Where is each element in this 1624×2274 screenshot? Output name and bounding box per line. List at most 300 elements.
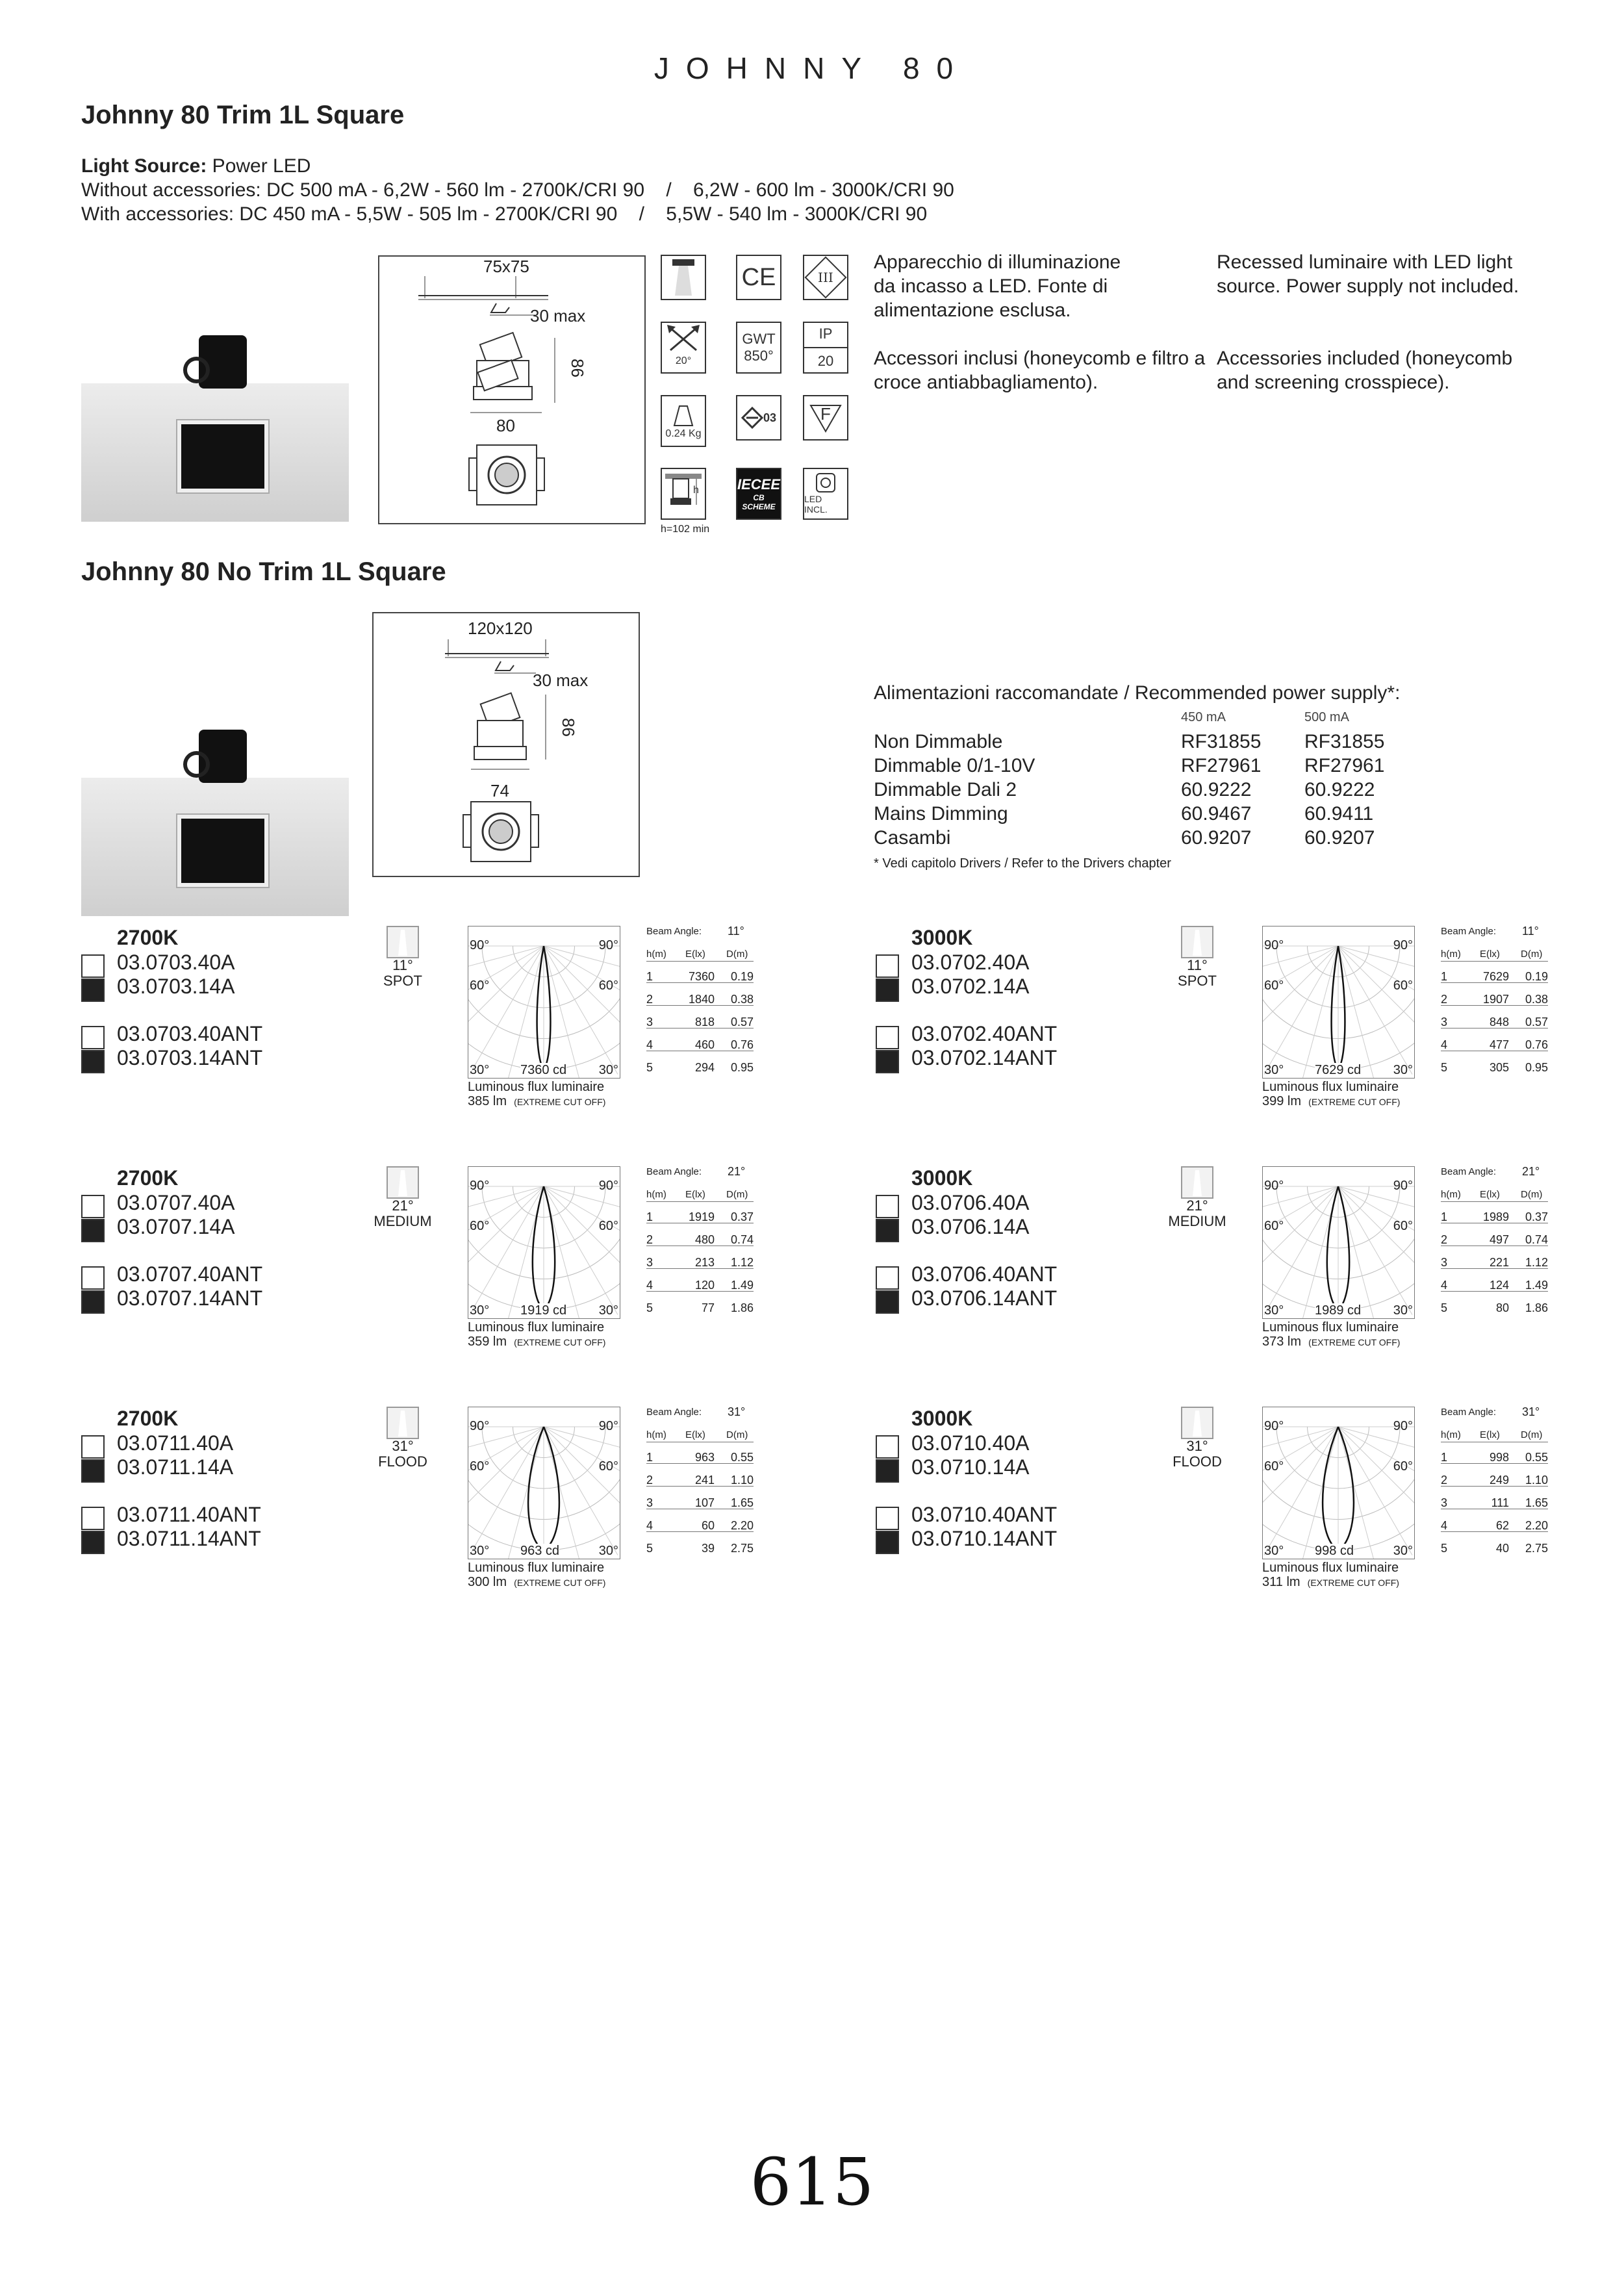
- beam-type: FLOOD: [378, 1453, 427, 1470]
- table-header: [646, 1189, 754, 1202]
- flux-value: 373 lm: [1262, 1335, 1302, 1349]
- power-row-b: 60.9207: [1304, 827, 1375, 849]
- polar-label-90-right: 90°: [598, 938, 618, 952]
- recess-height-icon: [661, 468, 706, 520]
- d-value: 2.20: [730, 1519, 754, 1532]
- power-row-name: Mains Dimming: [874, 803, 1008, 824]
- table-row: [646, 1279, 754, 1292]
- flux-label: Luminous flux luminaire: [1262, 1561, 1399, 1575]
- table-header: [1441, 1429, 1548, 1442]
- polar-diagram-svg: [468, 926, 620, 1078]
- d-value: 0.55: [1525, 1451, 1548, 1464]
- dimension-drawing-notrim: [372, 612, 640, 877]
- polar-label-30-left: 30°: [1264, 1544, 1284, 1558]
- h-value: 2: [646, 1233, 653, 1246]
- power-row-a: 60.9207: [1181, 827, 1252, 849]
- polar-grid-spoke: [1338, 1427, 1377, 1559]
- h-value: 2: [646, 993, 653, 1006]
- polar-label-30-left: 30°: [1264, 1063, 1284, 1077]
- polar-label-90-right: 90°: [598, 1419, 618, 1433]
- polar-grid-spoke: [505, 946, 544, 1078]
- product-code: 03.0707.40ANT: [117, 1262, 263, 1286]
- ip-rating-icon: [803, 322, 848, 374]
- polar-diagram-svg: [468, 1167, 620, 1318]
- color-temp: 2700K: [117, 1407, 179, 1430]
- d-value: 0.95: [730, 1061, 754, 1074]
- d-value: 0.37: [730, 1210, 754, 1223]
- ce-mark-text: CE: [741, 263, 776, 291]
- polar-diagram-svg: [1263, 1167, 1414, 1318]
- desc-it-2: Accessori inclusi (honeycomb e filtro a croce antiabbagliamento).: [874, 348, 1206, 393]
- polar-grid-spoke: [544, 946, 582, 1078]
- d-value: 0.57: [1525, 1016, 1548, 1028]
- led-included-text: LED INCL.: [804, 494, 828, 515]
- flux-label: Luminous flux luminaire: [1262, 1320, 1399, 1335]
- d-header: D(m): [1521, 1189, 1543, 1200]
- polar-label-30-right: 30°: [1393, 1544, 1413, 1558]
- product-code: 03.0706.14A: [911, 1215, 1030, 1238]
- iecee-text: IECEE: [737, 476, 781, 492]
- d-value: 1.10: [1525, 1474, 1548, 1487]
- beam-cone-icon: [388, 1168, 418, 1197]
- color-temp: 3000K: [911, 1166, 973, 1190]
- d-value: 1.49: [730, 1279, 754, 1292]
- peak-intensity: 1919 cd: [520, 1303, 567, 1318]
- polar-label-90-left: 90°: [1264, 938, 1284, 952]
- product-code: 03.0702.40ANT: [911, 1022, 1058, 1045]
- polar-label-60-right: 60°: [598, 1459, 618, 1474]
- polar-grid-spoke: [1338, 946, 1377, 1078]
- desc-it-1: Apparecchio di illuminazione da incasso a LED. Fonte di alimentazione esclusa.: [874, 251, 1121, 321]
- spec-with-accessories: With accessories: DC 450 mA - 5,5W - 505 lm - 2700K/CRI 90 / 5,5W - 540 lm - 3000K/CRI 90: [81, 203, 928, 225]
- polar-label-90-right: 90°: [598, 1179, 618, 1193]
- polar-diagram-svg: [1263, 926, 1414, 1078]
- h-header: h(m): [646, 949, 666, 960]
- h-header: h(m): [1441, 1429, 1461, 1440]
- power-row-a: 60.9222: [1181, 779, 1252, 800]
- table-row: [1441, 1451, 1548, 1464]
- white-finish-swatch: [876, 1435, 899, 1459]
- white-finish-swatch: [876, 954, 899, 978]
- e-value: 213: [694, 1256, 715, 1269]
- power-row-a: RF27961: [1181, 755, 1262, 776]
- polar-grid-spoke: [1300, 1427, 1338, 1559]
- polar-grid-spoke: [1338, 946, 1414, 1051]
- polar-diagram: [468, 926, 620, 1079]
- h-value: 5: [1441, 1061, 1448, 1074]
- d-value: 1.65: [730, 1496, 754, 1509]
- white-finish-swatch: [81, 1026, 105, 1049]
- polar-label-30-right: 30°: [1393, 1063, 1413, 1077]
- d-value: 2.75: [730, 1542, 754, 1555]
- e-value: 497: [1489, 1233, 1509, 1246]
- class-iii-text: III: [818, 269, 833, 285]
- beam-cone-icon: [388, 927, 418, 957]
- black-finish-swatch: [81, 1050, 105, 1073]
- polar-grid-spoke: [1264, 946, 1338, 1074]
- polar-label-30-left: 30°: [470, 1544, 490, 1558]
- polar-grid-spoke: [544, 946, 618, 1074]
- e-header: E(lx): [1480, 1189, 1500, 1200]
- polar-label-60-left: 60°: [470, 978, 490, 993]
- flux-value-line: [468, 1335, 605, 1349]
- flux-value: 300 lm: [468, 1575, 507, 1589]
- beam-angle-value: 31°: [728, 1405, 746, 1418]
- h-value: 3: [1441, 1256, 1448, 1269]
- e-header: E(lx): [685, 949, 705, 960]
- polar-label-60-right: 60°: [1393, 1219, 1413, 1233]
- h-value: 4: [646, 1519, 653, 1532]
- polar-grid-spoke: [544, 1427, 582, 1559]
- table-row: [646, 1451, 754, 1464]
- beam-angle-label: Beam Angle:: [646, 1166, 702, 1177]
- product-code: 03.0711.40A: [117, 1431, 234, 1455]
- product-code: 03.0706.40A: [911, 1191, 1030, 1214]
- d-mark-icon: [741, 407, 763, 429]
- e-value: 77: [701, 1301, 715, 1314]
- cutoff-label: (EXTREME CUT OFF): [1308, 1337, 1401, 1348]
- black-finish-swatch: [876, 1219, 899, 1242]
- beam-angle-value: 31°: [1522, 1405, 1540, 1418]
- light-source-value: Power LED: [207, 155, 311, 177]
- peak-intensity: 1989 cd: [1315, 1303, 1362, 1318]
- white-finish-swatch: [876, 1195, 899, 1218]
- power-row-b: 60.9222: [1304, 779, 1375, 800]
- h-value: 4: [646, 1279, 653, 1292]
- black-finish-swatch: [81, 1219, 105, 1242]
- d-value: 0.37: [1525, 1210, 1548, 1223]
- cutoff-label: (EXTREME CUT OFF): [1308, 1097, 1401, 1107]
- dim-max-notrim: 30 max: [533, 671, 589, 690]
- e-value: 249: [1489, 1474, 1509, 1487]
- polar-label-90-right: 90°: [1393, 1419, 1413, 1433]
- table-header: [646, 949, 754, 962]
- product-photo-trim: [81, 255, 349, 522]
- f-mark-icon: [803, 395, 848, 441]
- polar-label-60-left: 60°: [1264, 1459, 1284, 1474]
- d-value: 1.49: [1525, 1279, 1548, 1292]
- table-row: [1441, 1542, 1548, 1555]
- table-row: [1441, 1519, 1548, 1532]
- polar-label-30-right: 30°: [598, 1544, 618, 1558]
- e-value: 107: [694, 1496, 715, 1509]
- e-header: E(lx): [1480, 949, 1500, 960]
- gwt-label: GWT: [742, 331, 776, 347]
- beam-icon: [387, 1166, 419, 1199]
- dimension-drawing-notrim-svg: [374, 613, 639, 876]
- black-finish-swatch: [876, 1050, 899, 1073]
- black-finish-swatch: [876, 1290, 899, 1314]
- polar-diagram-svg: [1263, 1407, 1414, 1559]
- e-value: 60: [701, 1519, 715, 1532]
- product-photo-notrim: [81, 650, 349, 916]
- polar-label-60-left: 60°: [1264, 978, 1284, 993]
- h-value: 2: [1441, 993, 1448, 1006]
- recess-height-text: h=102 min: [661, 524, 710, 535]
- cutoff-label: (EXTREME CUT OFF): [1307, 1578, 1399, 1588]
- e-header: E(lx): [685, 1429, 705, 1440]
- table-row: [646, 1061, 754, 1074]
- polar-grid-spoke: [1263, 1427, 1338, 1531]
- table-row: [1441, 993, 1548, 1006]
- table-row: [646, 1496, 754, 1509]
- flux-value: 399 lm: [1262, 1094, 1302, 1108]
- product-code: 03.0706.14ANT: [911, 1286, 1058, 1310]
- product-code: 03.0703.40ANT: [117, 1022, 263, 1045]
- white-finish-swatch: [876, 1266, 899, 1290]
- table-row: [646, 1210, 754, 1223]
- desc-en-2: Accessories included (honeycomb and screening crosspiece).: [1217, 348, 1513, 393]
- flux-value-line: [468, 1575, 605, 1590]
- d-value: 0.74: [1525, 1233, 1548, 1246]
- polar-label-60-right: 60°: [1393, 1459, 1413, 1474]
- polar-label-30-left: 30°: [1264, 1303, 1284, 1318]
- d-value: 0.38: [1525, 993, 1548, 1006]
- black-finish-swatch: [876, 1531, 899, 1554]
- d-header: D(m): [1521, 1429, 1543, 1440]
- h-header: h(m): [1441, 1189, 1461, 1200]
- light-source: [81, 154, 311, 178]
- scheme-text: SCHEME: [742, 502, 776, 511]
- dim-width-notrim: 74: [490, 781, 509, 800]
- ip-label: IP: [818, 325, 833, 342]
- h-value: 5: [646, 1301, 653, 1314]
- illuminance-table: [1441, 1166, 1551, 1316]
- illuminance-table: [1441, 1407, 1551, 1556]
- power-supply-title: Alimentazioni raccomandate / Recommended power supply*:: [874, 682, 1401, 704]
- white-finish-swatch: [876, 1026, 899, 1049]
- polar-grid-spoke: [1338, 946, 1412, 1074]
- section-title-notrim: Johnny 80 No Trim 1L Square: [81, 557, 446, 586]
- polar-diagram: [1262, 926, 1415, 1079]
- ip-value: 20: [817, 353, 834, 370]
- product-code: 03.0706.40ANT: [911, 1262, 1058, 1286]
- h-value: 1: [1441, 970, 1448, 983]
- color-temp: 3000K: [911, 926, 973, 949]
- flux-label: Luminous flux luminaire: [468, 1080, 605, 1094]
- polar-label-30-right: 30°: [1393, 1303, 1413, 1318]
- e-header: E(lx): [685, 1189, 705, 1200]
- h-value: 5: [646, 1542, 653, 1555]
- black-finish-swatch: [876, 1459, 899, 1483]
- product-code: 03.0702.40A: [911, 951, 1030, 974]
- e-header: E(lx): [1480, 1429, 1500, 1440]
- h-value: 1: [1441, 1451, 1448, 1464]
- section-title-trim: Johnny 80 Trim 1L Square: [81, 101, 405, 129]
- class-iii-icon: [803, 255, 848, 300]
- polar-label-90-right: 90°: [1393, 1179, 1413, 1193]
- d-value: 0.19: [1525, 970, 1548, 983]
- table-header: [1441, 1189, 1548, 1202]
- d-value: 0.76: [1525, 1038, 1548, 1051]
- product-code: 03.0711.14A: [117, 1455, 234, 1479]
- table-row: [646, 1542, 754, 1555]
- e-value: 221: [1489, 1256, 1509, 1269]
- h-value: 5: [646, 1061, 653, 1074]
- product-code: 03.0702.14A: [911, 975, 1030, 998]
- d-header: D(m): [726, 1189, 748, 1200]
- polar-label-60-right: 60°: [598, 1219, 618, 1233]
- flux-value-line: [1262, 1335, 1400, 1349]
- power-supply-note: * Vedi capitolo Drivers / Refer to the Drivers chapter: [874, 856, 1171, 871]
- dim-top: 75x75: [483, 257, 529, 276]
- polar-grid-spoke: [468, 946, 544, 1051]
- product-code: 03.0707.14ANT: [117, 1286, 263, 1310]
- peak-intensity: 7629 cd: [1315, 1063, 1362, 1077]
- beam-icon: [387, 926, 419, 958]
- beam-angle-label: Beam Angle:: [1441, 926, 1497, 937]
- e-value: 62: [1495, 1519, 1509, 1532]
- d-header: D(m): [726, 949, 748, 960]
- tilt-angle-icon: [661, 322, 706, 374]
- dim-top-notrim: 120x120: [468, 619, 533, 638]
- table-row: [1441, 1016, 1548, 1028]
- e-value: 1840: [688, 993, 715, 1006]
- e-value: 1989: [1482, 1210, 1509, 1223]
- dim-height-notrim: 86: [558, 718, 578, 737]
- e-value: 80: [1495, 1301, 1509, 1314]
- table-row: [646, 1016, 754, 1028]
- d-value: 0.19: [730, 970, 754, 983]
- d-header: D(m): [1521, 949, 1543, 960]
- flux-label: Luminous flux luminaire: [468, 1320, 605, 1335]
- brand-title: JOHNNY 80: [653, 51, 971, 85]
- flux-value-line: [1262, 1094, 1400, 1109]
- table-row: [646, 993, 754, 1006]
- e-value: 294: [694, 1061, 715, 1074]
- polar-diagram: [1262, 1166, 1415, 1319]
- peak-intensity: 963 cd: [520, 1544, 560, 1558]
- power-row-a: RF31855: [1181, 731, 1262, 752]
- dimension-drawing-trim: [378, 255, 646, 524]
- polar-grid-spoke: [470, 946, 544, 1074]
- h-value: 1: [646, 1210, 653, 1223]
- gwt-value: 850°: [744, 348, 774, 364]
- polar-label-30-right: 30°: [598, 1063, 618, 1077]
- e-value: 120: [694, 1279, 715, 1292]
- table-header: [1441, 949, 1548, 962]
- e-value: 460: [694, 1038, 715, 1051]
- table-row: [1441, 1279, 1548, 1292]
- cutoff-label: (EXTREME CUT OFF): [514, 1097, 606, 1107]
- recess-h-label: h: [693, 485, 699, 496]
- product-block: [876, 926, 1610, 1121]
- tilt-arrows-icon: [664, 323, 703, 355]
- d-value: 2.75: [1525, 1542, 1548, 1555]
- table-row: [646, 1038, 754, 1051]
- beam-angle-badge: 31°: [392, 1438, 414, 1454]
- h-value: 3: [646, 1256, 653, 1269]
- flux-value-line: [1262, 1575, 1399, 1590]
- power-row-a: 60.9467: [1181, 803, 1252, 824]
- beam-icon: [1181, 926, 1213, 958]
- cb-text: CB: [753, 493, 765, 502]
- beam-type: SPOT: [1178, 973, 1217, 989]
- beam-angle-badge: 21°: [392, 1197, 414, 1214]
- d-value: 0.74: [730, 1233, 754, 1246]
- table-row: [646, 1519, 754, 1532]
- table-row: [646, 1301, 754, 1314]
- h-value: 5: [1441, 1542, 1448, 1555]
- flux-label: Luminous flux luminaire: [1262, 1080, 1399, 1094]
- spotlight-icon: [667, 259, 700, 296]
- e-value: 848: [1489, 1016, 1509, 1028]
- beam-icon: [387, 1407, 419, 1439]
- color-temp: 3000K: [911, 1407, 973, 1430]
- product-code: 03.0707.40A: [117, 1191, 235, 1214]
- table-row: [1441, 1301, 1548, 1314]
- weight-icon: [661, 395, 706, 447]
- white-finish-swatch: [876, 1507, 899, 1530]
- d-value: 1.12: [730, 1256, 754, 1269]
- product-code: 03.0711.14ANT: [117, 1527, 261, 1550]
- table-row: [1441, 1210, 1548, 1223]
- product-code: 03.0710.40ANT: [911, 1503, 1058, 1526]
- beam-icon: [1181, 1407, 1213, 1439]
- beam-angle-value: 11°: [728, 925, 744, 938]
- beam-spot-icon: [661, 255, 706, 300]
- beam-type: FLOOD: [1173, 1453, 1222, 1470]
- polar-label-90-left: 90°: [470, 938, 490, 952]
- black-finish-swatch: [876, 978, 899, 1002]
- table-row: [1441, 1474, 1548, 1487]
- page-number: 615: [750, 2144, 874, 2220]
- h-value: 4: [1441, 1038, 1448, 1051]
- polar-label-90-left: 90°: [470, 1419, 490, 1433]
- e-value: 241: [694, 1474, 715, 1487]
- product-block: [81, 926, 815, 1121]
- product-code: 03.0710.40A: [911, 1431, 1030, 1455]
- d-value: 0.57: [730, 1016, 754, 1028]
- beam-angle-label: Beam Angle:: [1441, 1166, 1497, 1177]
- power-row-name: Casambi: [874, 827, 951, 849]
- h-value: 4: [1441, 1519, 1448, 1532]
- polar-diagram: [1262, 1407, 1415, 1559]
- color-temp: 2700K: [117, 1166, 179, 1190]
- e-value: 480: [694, 1233, 715, 1246]
- weight-bell-icon: [670, 402, 696, 428]
- d-value: 2.20: [1525, 1519, 1548, 1532]
- power-row-name: Non Dimmable: [874, 731, 1003, 752]
- polar-grid-spoke: [1300, 946, 1338, 1078]
- beam-angle-badge: 21°: [1186, 1197, 1208, 1214]
- polar-grid-spoke: [468, 1427, 544, 1531]
- power-hdr-500: 500 mA: [1304, 710, 1349, 724]
- polar-grid-spoke: [1338, 1427, 1414, 1531]
- d-value: 1.65: [1525, 1496, 1548, 1509]
- e-value: 39: [701, 1542, 715, 1555]
- flux-label: Luminous flux luminaire: [468, 1561, 605, 1575]
- polar-grid-spoke: [544, 946, 620, 1051]
- h-header: h(m): [1441, 949, 1461, 960]
- white-finish-swatch: [81, 954, 105, 978]
- polar-grid-spoke: [1263, 946, 1338, 1051]
- polar-label-60-right: 60°: [1393, 978, 1413, 993]
- d-value: 1.10: [730, 1474, 754, 1487]
- product-block: [81, 1166, 815, 1361]
- black-finish-swatch: [81, 1531, 105, 1554]
- dim-max: 30 max: [530, 306, 586, 326]
- beam-cone-icon: [1182, 927, 1212, 957]
- h-value: 4: [646, 1038, 653, 1051]
- power-row-name: Dimmable 0/1-10V: [874, 755, 1035, 776]
- h-value: 2: [1441, 1233, 1448, 1246]
- h-value: 2: [646, 1474, 653, 1487]
- product-block: [81, 1407, 815, 1602]
- beam-type: MEDIUM: [374, 1213, 432, 1229]
- illuminance-table: [1441, 926, 1551, 1075]
- table-header: [646, 1429, 754, 1442]
